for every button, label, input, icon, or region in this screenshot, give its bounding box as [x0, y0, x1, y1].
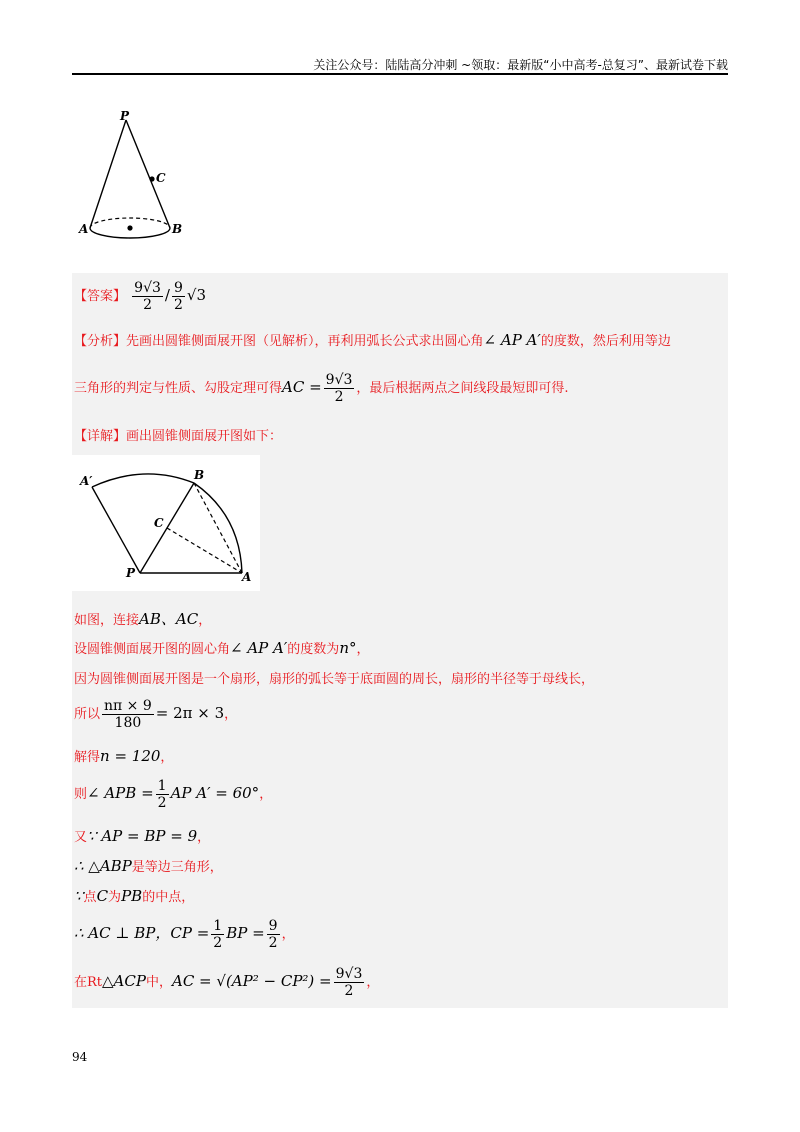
- step-10: ∴ AC ⊥ BP，CP = $\frac{1}{2}$ BP = $\frac{9}{2}$ ，: [74, 918, 295, 951]
- detail-line: 【详解】画出圆锥侧面展开图如下：: [74, 429, 283, 444]
- step-3: 因为圆锥侧面展开图是一个扇形，扇形的弧长等于底面圆的周长，扇形的半径等于母线长，: [74, 672, 595, 687]
- answer-tag: 【答案】: [74, 289, 127, 304]
- answer-fraction-2: $\frac{9}{2}$: [173, 280, 183, 313]
- step-6-fraction: $\frac{1}{2}$: [157, 778, 167, 811]
- step-6: 则∠ APB = $\frac{1}{2}$ AP A′ = 60°，: [74, 778, 273, 811]
- label-c: C: [156, 171, 166, 185]
- step-11: 在Rt△ACP中，AC = √(AP² − CP²) = $\frac{9√3}{2}$ ，: [74, 966, 380, 999]
- header-divider: [72, 73, 728, 75]
- answer-fraction-1: $\frac{9√3}{2}$: [134, 280, 161, 313]
- step-8: ∴ △ABP是等边三角形，: [74, 857, 223, 875]
- base-center-point: [127, 225, 132, 230]
- label-b: B: [172, 222, 183, 236]
- label-a-prime: A′: [80, 474, 93, 488]
- step-11-fraction: $\frac{9√3}{2}$: [335, 966, 363, 999]
- step-7: 又∵ AP = BP = 9，: [74, 827, 211, 845]
- point-c: [149, 176, 154, 181]
- page-number: 94: [72, 1050, 88, 1064]
- page-header: 关注公众号：陆陆高分冲刺 ~领取：最新版“小中高考-总复习”、最新试卷下载: [313, 58, 728, 72]
- detail-tag: 【详解】: [74, 429, 127, 444]
- step-1: 如图，连接AB、AC，: [74, 610, 212, 628]
- step-9: ∵点C为PB的中点，: [74, 887, 195, 905]
- label-p: P: [120, 109, 130, 123]
- step-10-fraction-2: $\frac{9}{2}$: [268, 918, 278, 951]
- step-2: 设圆锥侧面展开图的圆心角∠ AP A′的度数为n°，: [74, 639, 370, 657]
- label-c: C: [154, 516, 164, 530]
- analysis-line-2: 三角形的判定与性质、勾股定理可得AC = $\frac{9√3}{2}$ ，最后根据两点之间线段最短即可得.: [74, 372, 569, 405]
- cone-edge-left: [90, 120, 126, 228]
- label-b: B: [194, 468, 205, 482]
- step-10-fraction-1: $\frac{1}{2}$: [213, 918, 223, 951]
- answer-tail: √3: [186, 286, 206, 304]
- cone-figure: [74, 104, 194, 244]
- analysis-tag: 【分析】: [74, 334, 127, 349]
- step-5: 解得n = 120，: [74, 747, 174, 765]
- step-4-fraction: $\frac{n\pi \times 9}{180}$: [104, 698, 152, 731]
- step-4: 所以 $\frac{n\pi \times 9}{180}$ = 2π × 3，: [74, 698, 238, 731]
- analysis-fraction: $\frac{9√3}{2}$: [325, 372, 353, 405]
- label-p: P: [126, 566, 136, 580]
- answer-separator: /: [164, 286, 170, 304]
- answer-line: [74, 280, 206, 313]
- label-a: A: [242, 570, 252, 584]
- analysis-line-1: 【分析】先画出圆锥侧面展开图（见解析），再利用弧长公式求出圆心角∠ AP A′的度数，然后利用等边: [74, 331, 671, 349]
- label-a: A: [79, 222, 89, 236]
- sector-figure: [72, 455, 260, 591]
